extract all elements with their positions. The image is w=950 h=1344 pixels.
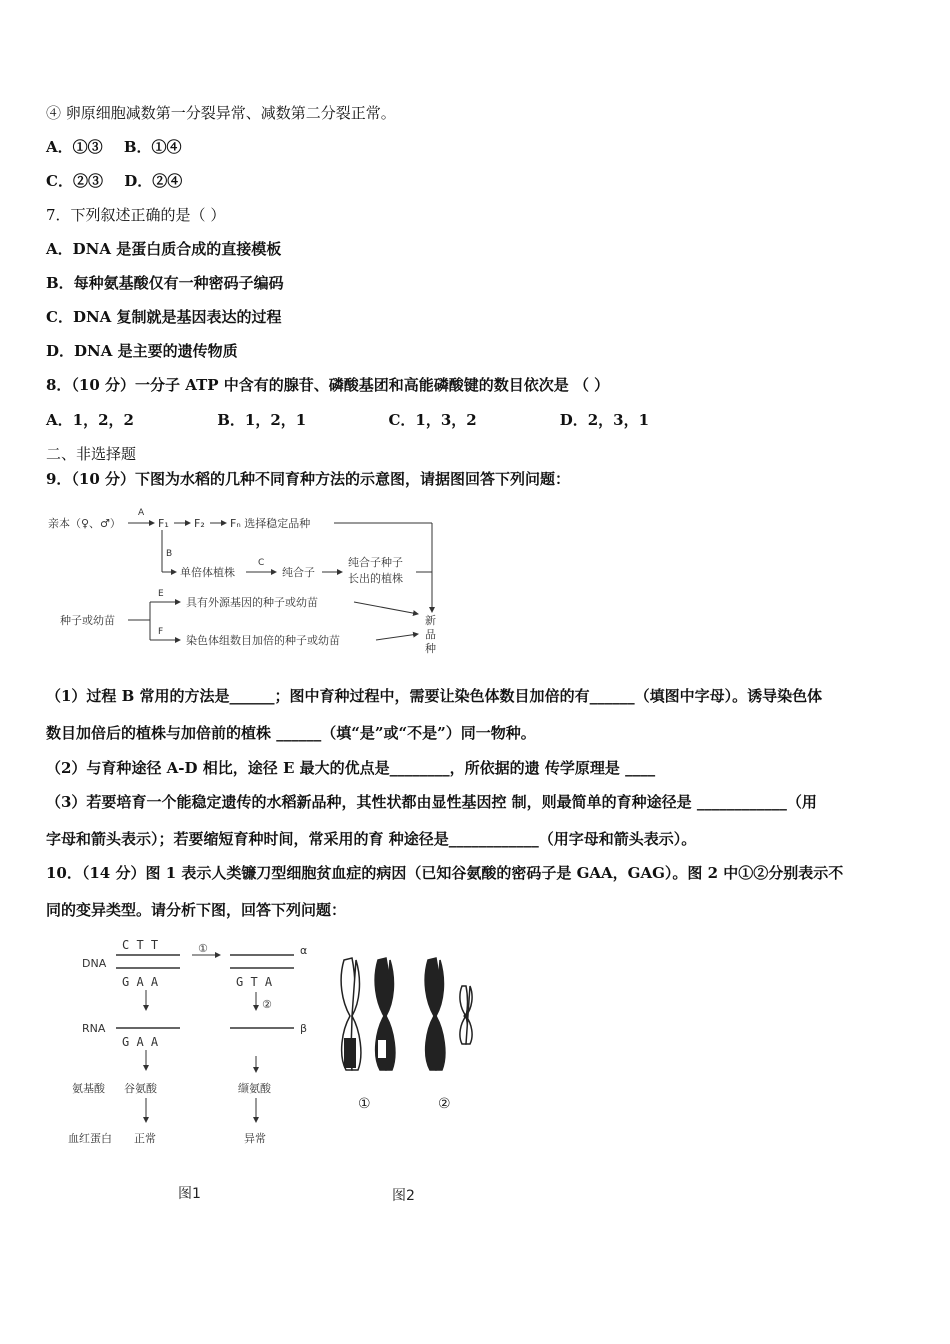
e-text: 具有外源基因的种子或幼苗 [186,596,318,609]
new-variety-3: 种 [425,642,436,655]
q7-option-b[interactable]: B．每种氨基酸仅有一种密码子编码 [46,274,284,292]
q9-sub1-line1: （1）过程 B 常用的方法是______；图中育种过程中，需要让染色体数目加倍的有______（填图中字母）。诱导染色体 [46,687,823,705]
new-variety-2: 品 [425,628,436,641]
dna-bottom-seq: G A A [122,975,159,989]
q9-sub3-line1: （3）若要培育一个能稳定遗传的水稻新品种，其性状都由显性基因控 制，则最简单的育种途径是 ____________（用 [46,793,817,811]
q7-option-d[interactable]: D．DNA 是主要的遗传物质 [46,342,238,360]
q6-option-c[interactable]: C．②③ [46,172,103,190]
q9-sub1-line2: 数目加倍后的植株与加倍前的植株 ______（填“是”或“不是”）同一物种。 [46,724,536,742]
q10-stem-line1: 10．（14 分）图 1 表示人类镰刀型细胞贫血症的病因（已知谷氨酸的密码子是 GAA，GAG）。图 2 中①②分别表示不 [46,864,844,882]
fn-label: Fₙ 选择稳定品种 [230,517,311,530]
f-text: 染色体组数目加倍的种子或幼苗 [186,634,340,647]
hemoglobin-abnormal: 异常 [244,1132,266,1145]
rna-label: RNA [82,1022,106,1035]
q6-option-a[interactable]: A．①③ [46,138,103,156]
chromosome-pair-1 [341,958,395,1070]
arrow-f-new [376,634,418,640]
q8-option-c[interactable]: C．1，3，2 [388,411,477,429]
q9-sub3-line2: 字母和箭头表示）；若要缩短育种时间，常采用的育 种途径是____________（用字母和箭头表示）。 [46,830,697,848]
f2-label: F₂ [194,517,205,530]
q10-stem-line2: 同的变异类型。请分析下图，回答下列问题： [46,901,347,919]
mutant-seq: G T A [236,975,273,989]
label-b: B [166,549,173,559]
dna-top-seq: C T T [122,938,159,952]
step2-label: ② [262,998,272,1011]
q9-sub2: （2）与育种途径 A-D 相比，途径 E 最大的优点是________，所依据的遗 传学原理是 ____ [46,759,656,777]
figure-sickle-cell [60,930,500,1220]
hemoglobin-label: 血红蛋白 [68,1132,112,1145]
dna-label: DNA [82,957,107,970]
q6-options-row2 [46,171,182,191]
amino-acid-normal: 谷氨酸 [124,1082,157,1095]
beta-label: β [300,1022,308,1035]
line-q6-item4: ④ 卵原细胞减数第一分裂异常、减数第二分裂正常。 [46,104,396,122]
section-heading: 二、非选择题 [46,445,137,463]
label-e: E [158,589,164,599]
q7-option-a[interactable]: A．DNA 是蛋白质合成的直接模板 [46,240,282,258]
q7-stem: 7．下列叙述正确的是（ ） [46,206,226,224]
label-f: F [158,627,164,637]
figure2-label1: ① [358,1096,371,1112]
seed-label: 种子或幼苗 [60,614,115,627]
f1-label: F₁ [158,517,169,530]
alpha-label: α [300,944,308,957]
q8-option-d[interactable]: D．2，3，1 [559,411,650,429]
q8-stem: 8．（10 分）一分子 ATP 中含有的腺苷、磷酸基团和高能磷酸键的数目依次是 （ ） [46,376,610,394]
amino-acid-label: 氨基酸 [72,1082,105,1095]
figure1-caption: 图1 [178,1186,201,1202]
q7-option-c[interactable]: C．DNA 复制就是基因表达的过程 [46,308,282,326]
q9-stem: 9．（10 分）下图为水稻的几种不同育种方法的示意图，请据图回答下列问题： [46,470,571,488]
breeding-methods-diagram [46,500,446,660]
step1-label: ① [198,942,208,955]
new-variety-1: 新 [425,614,436,627]
q8-option-a[interactable]: A．1，2，2 [46,411,134,429]
rna-seq: G A A [122,1035,159,1049]
arrow-e-new [354,602,418,614]
hemoglobin-normal: 正常 [134,1132,156,1145]
q8-option-b[interactable]: B．1，2，1 [217,411,307,429]
pure-seed-label-1: 纯合子种子 [348,556,403,569]
haploid-label: 单倍体植株 [180,566,235,579]
pure-label: 纯合子 [282,566,315,579]
q6-options-row1 [46,137,182,157]
parent-label: 亲本（♀、♂） [48,517,121,530]
figure2-caption: 图2 [392,1188,415,1204]
label-a: A [138,508,145,518]
chromosome-pair-2 [425,958,472,1070]
q6-option-d[interactable]: D．②④ [124,172,183,190]
q6-option-b[interactable]: B．①④ [123,138,182,156]
amino-acid-abnormal: 缬氨酸 [238,1082,271,1095]
figure2-label2: ② [438,1096,451,1112]
pure-seed-label-2: 长出的植株 [348,572,403,585]
q8-options [46,410,649,430]
label-c: C [258,558,265,568]
